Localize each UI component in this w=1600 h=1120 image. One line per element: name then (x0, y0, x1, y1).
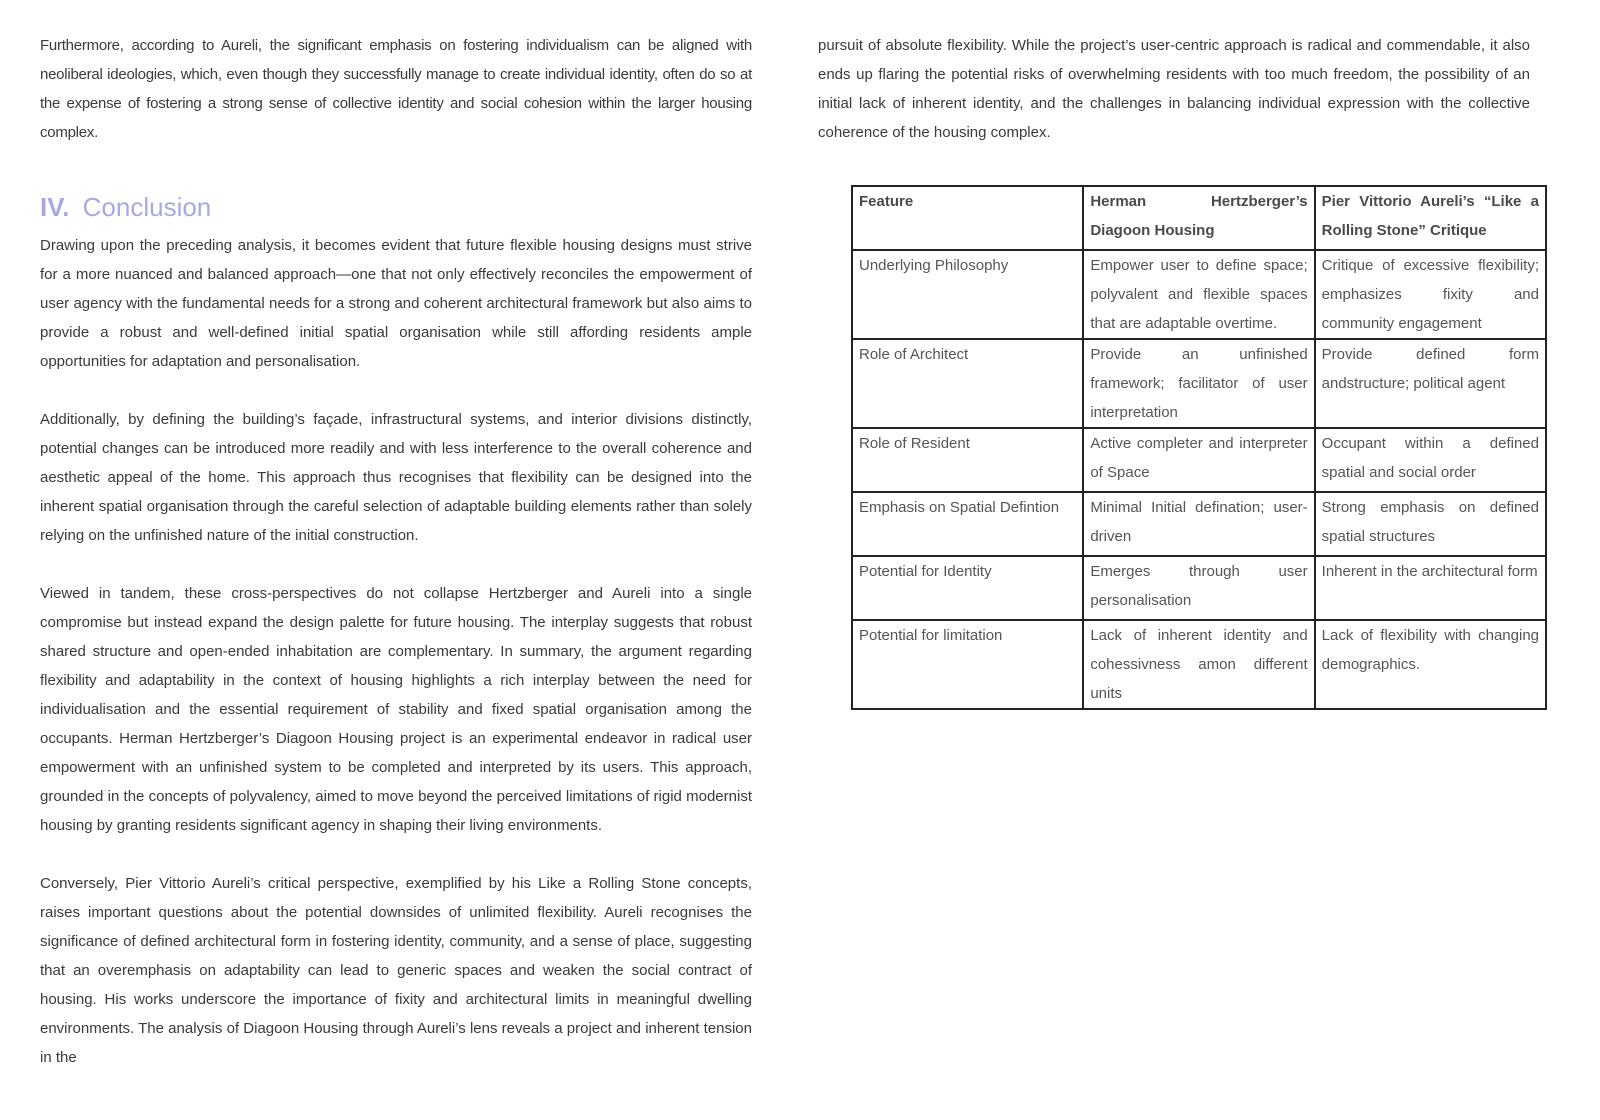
table-cell: Inherent in the architectural form (1315, 556, 1546, 620)
table-cell: Active completer and interpreter of Space (1083, 428, 1314, 492)
table-row (852, 620, 1546, 709)
table-cell: Minimal Initial defination; user-driven (1083, 492, 1314, 556)
conclusion-paragraph-2: Additionally, by defining the building’s façade, infrastructural systems, and interior divisions distinctly, potential changes can be introduced more readily and with less interference to the overall coherence and aesthetic appeal of the home. This approach thus recognises that flexibility can be designed into the inherent spatial organisation through the careful selection of adaptable building elements rather than solely relying on the unfinished nature of the initial construction. (40, 411, 752, 544)
table-cell: Role of Architect (852, 339, 1083, 428)
conclusion-paragraph-1: Drawing upon the preceding analysis, it becomes evident that future flexible housing designs must strive for a more nuanced and balanced approach—one that not only effectively reconciles the empowerment of user agency with the fundamental needs for a strong and coherent architectural framework but also aims to provide a robust and well-defined initial spatial organisation while still affording residents ample opportunities for adaptation and personalisation. (40, 237, 752, 370)
table-header-cell: Feature (852, 186, 1083, 250)
table-cell: Occupant within a defined spatial and social order (1315, 428, 1546, 492)
table-cell: Provide defined form andstructure; political agent (1315, 339, 1546, 428)
table-header-row (852, 186, 1546, 250)
comparison-table (851, 185, 1547, 710)
table-cell: Potential for limitation (852, 620, 1083, 709)
table-row (852, 492, 1546, 556)
left-column (40, 31, 752, 1072)
table-row (852, 556, 1546, 620)
table-header-cell: Pier Vittorio Aureli’s “Like a Rolling Stone” Critique (1315, 186, 1546, 250)
table-cell: Lack of inherent identity and cohessivness amon different units (1083, 620, 1314, 709)
table-cell: Critique of excessive flexibility; emphasizes fixity and community engagement (1315, 250, 1546, 339)
table-cell: Potential for Identity (852, 556, 1083, 620)
table-row (852, 339, 1546, 428)
table-header-cell: Herman Hertzberger’s Diagoon Housing (1083, 186, 1314, 250)
table-cell: Lack of flexibility with changing demographics. (1315, 620, 1546, 709)
section-heading (40, 187, 752, 227)
table-cell: Underlying Philosophy (852, 250, 1083, 339)
table-cell: Role of Resident (852, 428, 1083, 492)
section-number: IV. (40, 192, 70, 222)
table-cell: Emerges through user personalisation (1083, 556, 1314, 620)
table-cell: Provide an unfinished framework; facilitator of user interpretation (1083, 339, 1314, 428)
conclusion-paragraph-4: Conversely, Pier Vittorio Aureli’s critical perspective, exemplified by his Like a Rolling Stone concepts, raises important questions about the potential downsides of unlimited flexibility. Aureli recognises the significance of defined architectural form in fostering identity, community, and a sense of place, suggesting that an overemphasis on adaptability can lead to generic spaces and weaken the social contract of housing. His works underscore the importance of fixity and architectural limits in meaningful dwelling environments. The analysis of Diagoon Housing through Aureli’s lens reveals a project and inherent tension in the (40, 875, 752, 1066)
table-row (852, 250, 1546, 339)
continuation-paragraph: pursuit of absolute flexibility. While the project’s user-centric approach is radical and commendable, it also ends up flaring the potential risks of overwhelming residents with too much freedom, the possibility of an initial lack of inherent identity, and the challenges in balancing individual expression with the collective coherence of the housing complex. (818, 37, 1530, 141)
conclusion-paragraph-3: Viewed in tandem, these cross-perspectives do not collapse Hertzberger and Aureli into a single compromise but instead expand the design palette for future housing. The interplay suggests that robust shared structure and open-ended inhabitation are complementary. In summary, the argument regarding flexibility and adaptability in the context of housing highlights a rich interplay between the need for individualisation and the essential requirement of stability and fixed spatial organisation among the occupants. Herman Hertzberger’s Diagoon Housing project is an experimental endeavor in radical user empowerment with an unfinished system to be completed and interpreted by its users. This approach, grounded in the concepts of polyvalency, aimed to move beyond the perceived limitations of rigid modernist housing by granting residents significant agency in shaping their living environments. (40, 585, 752, 834)
table-cell: Strong emphasis on defined spatial structures (1315, 492, 1546, 556)
right-column (818, 31, 1530, 147)
section-title: Conclusion (82, 192, 212, 222)
table-cell: Emphasis on Spatial Defintion (852, 492, 1083, 556)
intro-paragraph: Furthermore, according to Aureli, the significant emphasis on fostering individualism can be aligned with neoliberal ideologies, which, even though they successfully manage to create individual identity, often do so at the expense of fostering a strong sense of collective identity and social cohesion within the larger housing complex. (40, 37, 752, 141)
table-row (852, 428, 1546, 492)
table-cell: Empower user to define space; polyvalent and flexible spaces that are adaptable overtime. (1083, 250, 1314, 339)
